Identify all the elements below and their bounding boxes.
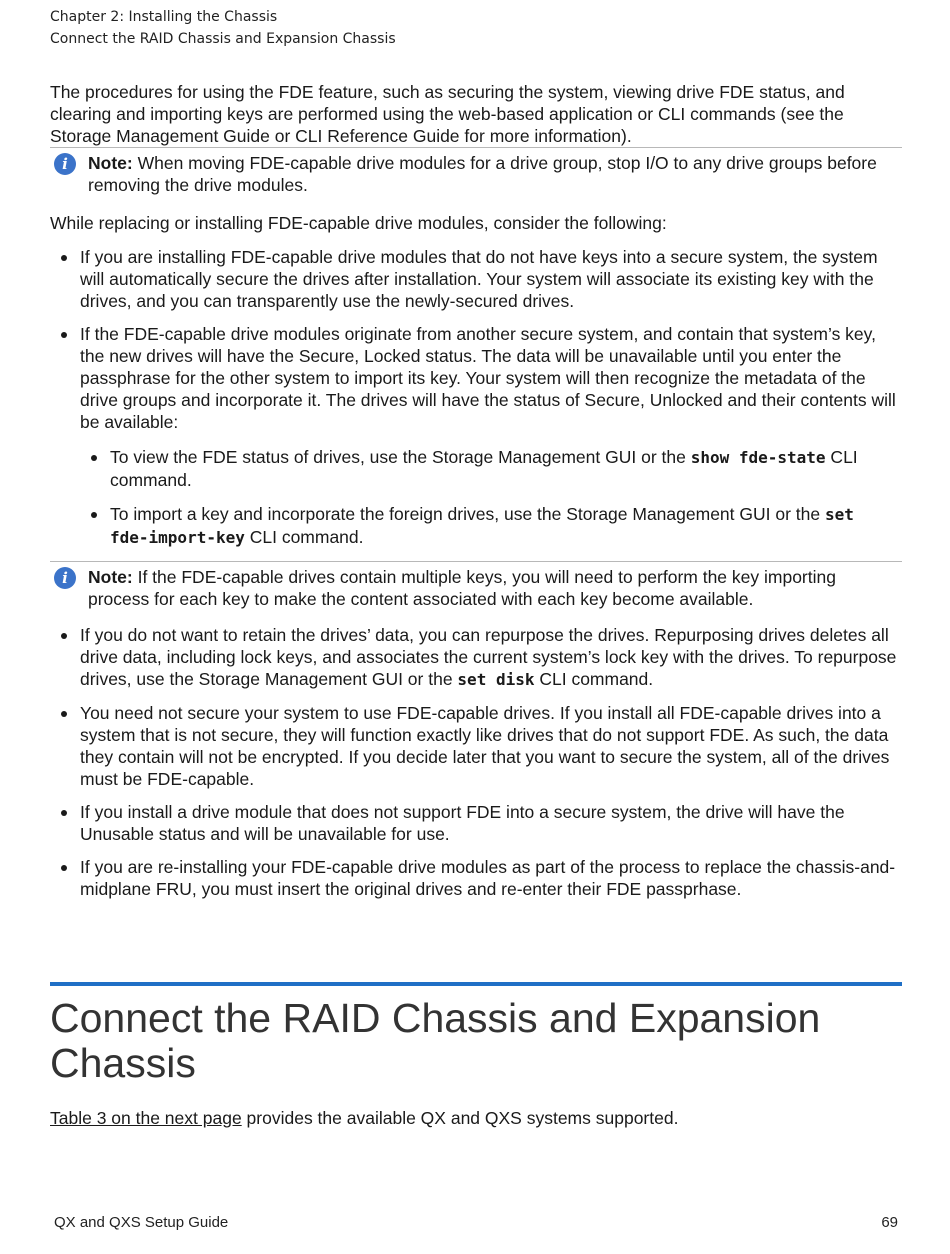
footer-doc-title: QX and QXS Setup Guide [54, 1214, 229, 1231]
list-item-text: If you do not want to retain the drives’ data, you can repurpose the drives. Repurposing drives deletes all drive data, including lock keys, and associates the current system’s lock key with the drives. To repurpose drives, use the Storage Management GUI or the [80, 625, 897, 689]
list-item: If you are installing FDE-capable drive modules that do not have keys into a secure system, the system will automatically secure the drives after installation. Your system will associate its existing key with the drives, and you can transparently use the newly-secured drives. [50, 246, 902, 312]
sub-bullet-list [80, 446, 902, 549]
section-heading: Connect the RAID Chassis and Expansion Chassis [50, 995, 821, 1086]
sub-list-item [80, 446, 902, 491]
sub-item-text: CLI command. [110, 447, 858, 490]
list-item [50, 323, 902, 549]
list-item [50, 624, 902, 691]
list-item-text: CLI command. [534, 669, 654, 689]
footer-page-number: 69 [881, 1214, 898, 1231]
sub-item-text: To import a key and incorporate the foreign drives, use the Storage Management GUI or the [110, 504, 825, 524]
section-body [50, 1107, 902, 1129]
table-cross-reference-link[interactable]: Table 3 on the next page [50, 1108, 242, 1128]
bullet-list-a [50, 246, 902, 549]
cli-command: show fde-state [690, 448, 826, 467]
running-header [50, 6, 396, 50]
header-section: Connect the RAID Chassis and Expansion Chassis [50, 31, 396, 47]
section-divider [50, 982, 902, 986]
list-item [50, 801, 902, 845]
list-item-text: You need not secure your system to use FDE-capable drives. If you install all FDE-capable drives into a system that is not secure, they will function exactly like drives that do not support FDE. As such, the data they contain will not be encrypted. If you decide later that you want to secure the system, all of the drives must be FDE-capable. [80, 703, 890, 789]
note-label: Note: [88, 567, 133, 587]
list-item-text: If you are re-installing your FDE-capable drive modules as part of the process to replace the chassis-and-midplane FRU, you must insert the original drives and re-enter their FDE passprhase. [80, 857, 896, 899]
note-label: Note: [88, 153, 133, 173]
note-1-text [88, 152, 902, 196]
note-body: When moving FDE-capable drive modules for a drive group, stop I/O to any drive groups before removing the drive modules. [88, 153, 877, 195]
header-chapter: Chapter 2: Installing the Chassis [50, 9, 278, 25]
list-item [50, 702, 902, 790]
info-icon: i [54, 153, 76, 175]
list-item [50, 856, 902, 900]
info-icon: i [54, 567, 76, 589]
lead-paragraph: While replacing or installing FDE-capable drive modules, consider the following: [50, 213, 667, 233]
note-body: If the FDE-capable drives contain multiple keys, you will need to perform the key importing process for each key to make the content associated with each key become available. [88, 567, 836, 609]
cli-command: set fde-import-key [110, 505, 854, 547]
list-item-text: If you install a drive module that does not support FDE into a secure system, the drive will have the Unusable status and will be unavailable for use. [80, 802, 845, 844]
intro-paragraph: The procedures for using the FDE feature, such as securing the system, viewing drive FDE status, and clearing and importing keys are performed using the web-based application or CLI commands (see the Storage Management Guide or CLI Reference Guide for more information). [50, 82, 845, 146]
note-2-text [88, 566, 902, 610]
section-paragraph [50, 1107, 902, 1129]
main-content [50, 81, 902, 911]
sub-item-text: To view the FDE status of drives, use the Storage Management GUI or the [110, 447, 691, 467]
section-paragraph-text: provides the available QX and QXS systems supported. [241, 1108, 679, 1128]
note-callout-1 [50, 147, 902, 196]
sub-item-text: CLI command. [244, 527, 364, 547]
cli-command: set disk [457, 670, 535, 689]
list-item-text: If the FDE-capable drive modules originate from another secure system, and contain that system’s key, the new drives will have the Secure, Locked status. The data will be unavailable until you enter the passphrase for the other system to import its key. Your system will then recognize the metadata of the drive groups and incorporate it. The drives will have the status of Secure, Unlocked and their contents will be available: [80, 324, 896, 432]
sub-list-item [80, 503, 902, 549]
note-callout-2 [50, 561, 902, 610]
bullet-list-b [50, 624, 902, 900]
